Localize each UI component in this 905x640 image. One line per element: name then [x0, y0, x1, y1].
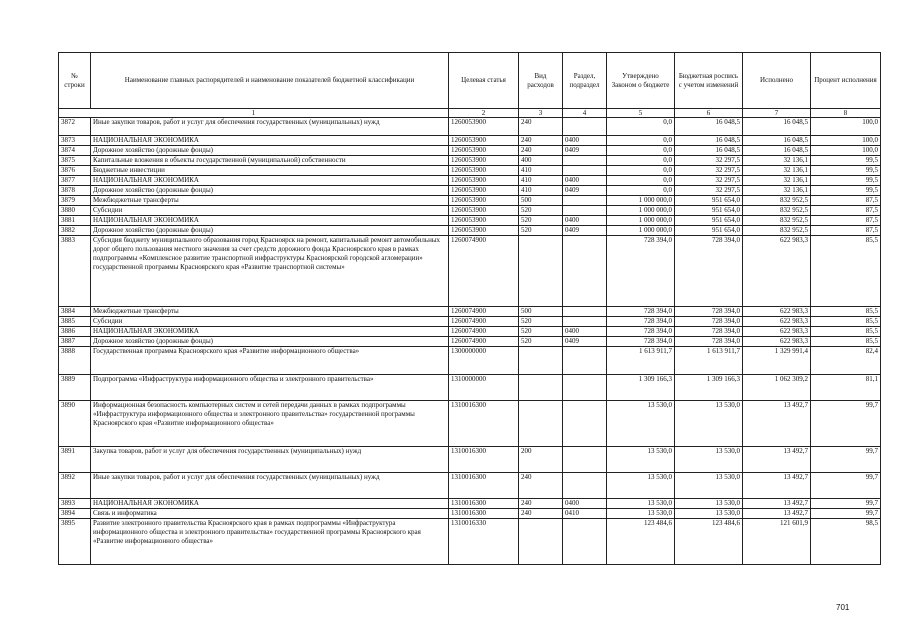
executed-amount: 32 136,1: [743, 186, 811, 196]
row-number: 3884: [59, 307, 91, 317]
row-number: 3895: [59, 519, 91, 565]
target-article: 1260074900: [449, 236, 519, 307]
header-approved: Утверждено Законом о бюджете: [607, 53, 675, 109]
table-row: [59, 401, 881, 447]
execution-percent: 85,5: [811, 327, 881, 337]
section-code: [563, 519, 607, 565]
execution-percent: 99,7: [811, 509, 881, 519]
header-executed: Исполнено: [743, 53, 811, 109]
expense-kind: 240: [519, 509, 563, 519]
executed-amount: 16 048,5: [743, 136, 811, 146]
header-schedule: Бюджетная роспись с учетом изменений: [675, 53, 743, 109]
approved-amount: 728 394,0: [607, 327, 675, 337]
expense-kind: [519, 347, 563, 375]
row-name: Дорожное хозяйство (дорожные фонды): [91, 146, 449, 156]
row-name: НАЦИОНАЛЬНАЯ ЭКОНОМИКА: [91, 216, 449, 226]
column-number: 8: [811, 109, 881, 118]
execution-percent: 85,5: [811, 307, 881, 317]
execution-percent: 87,5: [811, 216, 881, 226]
section-code: [563, 317, 607, 327]
approved-amount: 1 000 000,0: [607, 216, 675, 226]
expense-kind: 200: [519, 447, 563, 473]
row-number: 3881: [59, 216, 91, 226]
approved-amount: 1 000 000,0: [607, 206, 675, 216]
section-code: [563, 375, 607, 401]
schedule-amount: 123 484,6: [675, 519, 743, 565]
target-article: 1310016300: [449, 509, 519, 519]
execution-percent: 98,5: [811, 519, 881, 565]
expense-kind: 410: [519, 166, 563, 176]
column-number: 3: [519, 109, 563, 118]
execution-percent: 81,1: [811, 375, 881, 401]
approved-amount: 0,0: [607, 118, 675, 136]
approved-amount: 728 394,0: [607, 236, 675, 307]
expense-kind: [519, 375, 563, 401]
column-number: 7: [743, 109, 811, 118]
target-article: 1310016330: [449, 519, 519, 565]
section-code: 0400: [563, 327, 607, 337]
target-article: 1260053900: [449, 118, 519, 136]
expense-kind: 520: [519, 216, 563, 226]
approved-amount: 728 394,0: [607, 317, 675, 327]
row-number: 3873: [59, 136, 91, 146]
execution-percent: 85,5: [811, 317, 881, 327]
execution-percent: 87,5: [811, 226, 881, 236]
approved-amount: 13 530,0: [607, 473, 675, 499]
table-row: [59, 317, 881, 327]
row-number: 3880: [59, 206, 91, 216]
execution-percent: 99,7: [811, 401, 881, 447]
column-number: 6: [675, 109, 743, 118]
row-number: 3878: [59, 186, 91, 196]
section-code: [563, 118, 607, 136]
schedule-amount: 13 530,0: [675, 401, 743, 447]
section-code: 0400: [563, 136, 607, 146]
executed-amount: 13 492,7: [743, 499, 811, 509]
section-code: [563, 156, 607, 166]
expense-kind: 410: [519, 176, 563, 186]
table-row: [59, 136, 881, 146]
expense-kind: 500: [519, 196, 563, 206]
executed-amount: 13 492,7: [743, 401, 811, 447]
schedule-amount: 728 394,0: [675, 327, 743, 337]
executed-amount: 1 062 309,2: [743, 375, 811, 401]
row-number: 3879: [59, 196, 91, 206]
executed-amount: 622 983,3: [743, 337, 811, 347]
expense-kind: 240: [519, 499, 563, 509]
expense-kind: 520: [519, 337, 563, 347]
table-row: [59, 196, 881, 206]
execution-percent: 100,0: [811, 136, 881, 146]
section-code: 0400: [563, 499, 607, 509]
table-row: [59, 307, 881, 317]
execution-percent: 100,0: [811, 118, 881, 136]
executed-amount: 13 492,7: [743, 509, 811, 519]
table-row: [59, 146, 881, 156]
row-name: Закупка товаров, работ и услуг для обеспечения государственных (муниципальных) нужд: [91, 447, 449, 473]
row-number: 3892: [59, 473, 91, 499]
expense-kind: [519, 236, 563, 307]
row-number: 3894: [59, 509, 91, 519]
table-row: [59, 473, 881, 499]
executed-amount: 832 952,5: [743, 196, 811, 206]
approved-amount: 13 530,0: [607, 509, 675, 519]
executed-amount: 13 492,7: [743, 473, 811, 499]
row-name: Дорожное хозяйство (дорожные фонды): [91, 226, 449, 236]
target-article: 1260074900: [449, 327, 519, 337]
expense-kind: 520: [519, 226, 563, 236]
row-name: Межбюджетные трансферты: [91, 196, 449, 206]
target-article: 1260074900: [449, 337, 519, 347]
row-number: 3891: [59, 447, 91, 473]
row-name: НАЦИОНАЛЬНАЯ ЭКОНОМИКА: [91, 327, 449, 337]
schedule-amount: 13 530,0: [675, 447, 743, 473]
schedule-amount: 13 530,0: [675, 473, 743, 499]
approved-amount: 1 000 000,0: [607, 226, 675, 236]
row-name: Дорожное хозяйство (дорожные фонды): [91, 186, 449, 196]
section-code: [563, 196, 607, 206]
row-number: 3875: [59, 156, 91, 166]
section-code: [563, 236, 607, 307]
target-article: 1260053900: [449, 156, 519, 166]
table-row: [59, 327, 881, 337]
execution-percent: 85,5: [811, 337, 881, 347]
row-name: НАЦИОНАЛЬНАЯ ЭКОНОМИКА: [91, 176, 449, 186]
row-name: НАЦИОНАЛЬНАЯ ЭКОНОМИКА: [91, 499, 449, 509]
row-name: Капитальные вложения в объекты государственной (муниципальной) собственности: [91, 156, 449, 166]
expense-kind: 500: [519, 307, 563, 317]
header-percent: Процент исполнения: [811, 53, 881, 109]
expense-kind: 410: [519, 186, 563, 196]
executed-amount: 622 983,3: [743, 317, 811, 327]
execution-percent: 99,5: [811, 166, 881, 176]
header-name: Наименование главных распорядителей и наименование показателей бюджетной классификации: [91, 53, 449, 109]
executed-amount: 832 952,5: [743, 206, 811, 216]
row-number: 3877: [59, 176, 91, 186]
table-row: [59, 166, 881, 176]
row-number: 3893: [59, 499, 91, 509]
expense-kind: 400: [519, 156, 563, 166]
approved-amount: 123 484,6: [607, 519, 675, 565]
target-article: 1310016300: [449, 447, 519, 473]
row-number: 3883: [59, 236, 91, 307]
schedule-amount: 1 309 166,3: [675, 375, 743, 401]
schedule-amount: 16 048,5: [675, 118, 743, 136]
row-name: Дорожное хозяйство (дорожные фонды): [91, 337, 449, 347]
schedule-amount: 728 394,0: [675, 317, 743, 327]
expense-kind: [519, 519, 563, 565]
budget-execution-table: [58, 52, 881, 565]
schedule-amount: 16 048,5: [675, 136, 743, 146]
table-row: [59, 519, 881, 565]
schedule-amount: 951 654,0: [675, 226, 743, 236]
row-name: Субсидии: [91, 206, 449, 216]
approved-amount: 728 394,0: [607, 337, 675, 347]
schedule-amount: 16 048,5: [675, 146, 743, 156]
section-code: 0409: [563, 226, 607, 236]
approved-amount: 13 530,0: [607, 401, 675, 447]
executed-amount: 32 136,1: [743, 166, 811, 176]
row-name: Иные закупки товаров, работ и услуг для обеспечения государственных (муниципальных) нужд: [91, 118, 449, 136]
table-row: [59, 375, 881, 401]
executed-amount: 622 983,3: [743, 236, 811, 307]
schedule-amount: 951 654,0: [675, 196, 743, 206]
executed-amount: 622 983,3: [743, 327, 811, 337]
target-article: 1260053900: [449, 186, 519, 196]
table-row: [59, 347, 881, 375]
target-article: 1310016300: [449, 499, 519, 509]
row-number: 3882: [59, 226, 91, 236]
executed-amount: 832 952,5: [743, 216, 811, 226]
executed-amount: 1 329 991,4: [743, 347, 811, 375]
execution-percent: 99,5: [811, 186, 881, 196]
schedule-amount: 951 654,0: [675, 206, 743, 216]
approved-amount: 728 394,0: [607, 307, 675, 317]
approved-amount: 1 309 166,3: [607, 375, 675, 401]
target-article: 1260074900: [449, 307, 519, 317]
target-article: 1260053900: [449, 206, 519, 216]
column-number: 4: [563, 109, 607, 118]
target-article: 1260053900: [449, 146, 519, 156]
approved-amount: 0,0: [607, 186, 675, 196]
section-code: 0409: [563, 186, 607, 196]
section-code: [563, 401, 607, 447]
section-code: [563, 447, 607, 473]
target-article: 1260074900: [449, 317, 519, 327]
column-number: 1: [59, 109, 449, 118]
row-name: Связь и информатика: [91, 509, 449, 519]
schedule-amount: 1 613 911,7: [675, 347, 743, 375]
target-article: 1300000000: [449, 347, 519, 375]
executed-amount: 32 136,1: [743, 176, 811, 186]
target-article: 1260053900: [449, 176, 519, 186]
row-number: 3876: [59, 166, 91, 176]
executed-amount: 16 048,5: [743, 118, 811, 136]
expense-kind: 520: [519, 327, 563, 337]
execution-percent: 99,7: [811, 473, 881, 499]
expense-kind: 240: [519, 136, 563, 146]
row-name: Межбюджетные трансферты: [91, 307, 449, 317]
section-code: [563, 347, 607, 375]
execution-percent: 99,7: [811, 447, 881, 473]
executed-amount: 622 983,3: [743, 307, 811, 317]
section-code: 0409: [563, 146, 607, 156]
table-row: [59, 337, 881, 347]
column-number: 2: [449, 109, 519, 118]
schedule-amount: 32 297,5: [675, 156, 743, 166]
column-number: 5: [607, 109, 675, 118]
execution-percent: 82,4: [811, 347, 881, 375]
target-article: 1260053900: [449, 136, 519, 146]
row-number: 3885: [59, 317, 91, 327]
schedule-amount: 32 297,5: [675, 166, 743, 176]
approved-amount: 0,0: [607, 166, 675, 176]
section-code: 0409: [563, 337, 607, 347]
column-number-row: [59, 109, 881, 118]
header-target-article: Целевая статья: [449, 53, 519, 109]
table-row: [59, 226, 881, 236]
execution-percent: 100,0: [811, 146, 881, 156]
row-name: НАЦИОНАЛЬНАЯ ЭКОНОМИКА: [91, 136, 449, 146]
schedule-amount: 951 654,0: [675, 216, 743, 226]
row-name: Бюджетные инвестиции: [91, 166, 449, 176]
executed-amount: 832 952,5: [743, 226, 811, 236]
table-row: [59, 236, 881, 307]
section-code: [563, 307, 607, 317]
table-row: [59, 447, 881, 473]
row-number: 3889: [59, 375, 91, 401]
table-row: [59, 206, 881, 216]
table-row: [59, 118, 881, 136]
execution-percent: 87,5: [811, 196, 881, 206]
approved-amount: 0,0: [607, 156, 675, 166]
row-name: Подпрограмма «Инфраструктура информационного общества и электронного правительства»: [91, 375, 449, 401]
expense-kind: 240: [519, 118, 563, 136]
table-row: [59, 156, 881, 166]
expense-kind: 520: [519, 317, 563, 327]
expense-kind: 240: [519, 146, 563, 156]
section-code: 0400: [563, 216, 607, 226]
header-row-number: № строки: [59, 53, 91, 109]
expense-kind: [519, 401, 563, 447]
row-name: Развитие электронного правительства Красноярского края в рамках подпрограммы «Инфраструктура информационного общества и электронного правительства» государственной программы Красноярского края «Развитие информационного общества»: [91, 519, 449, 565]
row-number: 3890: [59, 401, 91, 447]
approved-amount: 0,0: [607, 136, 675, 146]
section-code: [563, 473, 607, 499]
section-code: [563, 206, 607, 216]
row-number: 3886: [59, 327, 91, 337]
expense-kind: 240: [519, 473, 563, 499]
schedule-amount: 32 297,5: [675, 186, 743, 196]
execution-percent: 99,7: [811, 499, 881, 509]
table-row: [59, 186, 881, 196]
section-code: [563, 166, 607, 176]
target-article: 1260053900: [449, 196, 519, 206]
target-article: 1310016300: [449, 473, 519, 499]
approved-amount: 13 530,0: [607, 447, 675, 473]
section-code: 0410: [563, 509, 607, 519]
approved-amount: 0,0: [607, 176, 675, 186]
row-name: Субсидии: [91, 317, 449, 327]
table-row: [59, 509, 881, 519]
executed-amount: 121 601,9: [743, 519, 811, 565]
section-code: 0400: [563, 176, 607, 186]
schedule-amount: 13 530,0: [675, 509, 743, 519]
executed-amount: 32 136,1: [743, 156, 811, 166]
row-name: Государственная программа Красноярского края «Развитие информационного общества»: [91, 347, 449, 375]
row-number: 3888: [59, 347, 91, 375]
executed-amount: 13 492,7: [743, 447, 811, 473]
table-row: [59, 499, 881, 509]
row-name: Иные закупки товаров, работ и услуг для обеспечения государственных (муниципальных) нужд: [91, 473, 449, 499]
execution-percent: 99,5: [811, 156, 881, 166]
row-number: 3874: [59, 146, 91, 156]
schedule-amount: 13 530,0: [675, 499, 743, 509]
execution-percent: 87,5: [811, 206, 881, 216]
approved-amount: 0,0: [607, 146, 675, 156]
target-article: 1310016300: [449, 401, 519, 447]
approved-amount: 1 613 911,7: [607, 347, 675, 375]
execution-percent: 85,5: [811, 236, 881, 307]
executed-amount: 16 048,5: [743, 146, 811, 156]
row-name: Информационная безопасность компьютерных систем и сетей передачи данных в рамках подпрограммы «Инфраструктура информационного общества и электронного правительства» государственной программы Красноярского края «Развитие информационного общества»: [91, 401, 449, 447]
schedule-amount: 728 394,0: [675, 337, 743, 347]
table-row: [59, 216, 881, 226]
header-expense-kind: Вид расходов: [519, 53, 563, 109]
target-article: 1310000000: [449, 375, 519, 401]
schedule-amount: 728 394,0: [675, 236, 743, 307]
execution-percent: 99,5: [811, 176, 881, 186]
schedule-amount: 32 297,5: [675, 176, 743, 186]
approved-amount: 13 530,0: [607, 499, 675, 509]
target-article: 1260053900: [449, 226, 519, 236]
target-article: 1260053900: [449, 166, 519, 176]
schedule-amount: 728 394,0: [675, 307, 743, 317]
header-section: Раздел, подраздел: [563, 53, 607, 109]
row-number: 3887: [59, 337, 91, 347]
table-row: [59, 176, 881, 186]
row-number: 3872: [59, 118, 91, 136]
target-article: 1260053900: [449, 216, 519, 226]
expense-kind: 520: [519, 206, 563, 216]
row-name: Субсидия бюджету муниципального образования город Красноярск на ремонт, капитальный ремонт автомобильных дорог общего пользования местного значения за счет средств дорожного фонда Красноярского края в рамках подпрограммы «Комплексное развитие транспортной инфраструктуры Красноярской городской агломерации» государственной программы Красноярского края «Развитие транспортной системы»: [91, 236, 449, 307]
approved-amount: 1 000 000,0: [607, 196, 675, 206]
page-number: 701: [836, 603, 850, 612]
table-header-row: [59, 53, 881, 109]
